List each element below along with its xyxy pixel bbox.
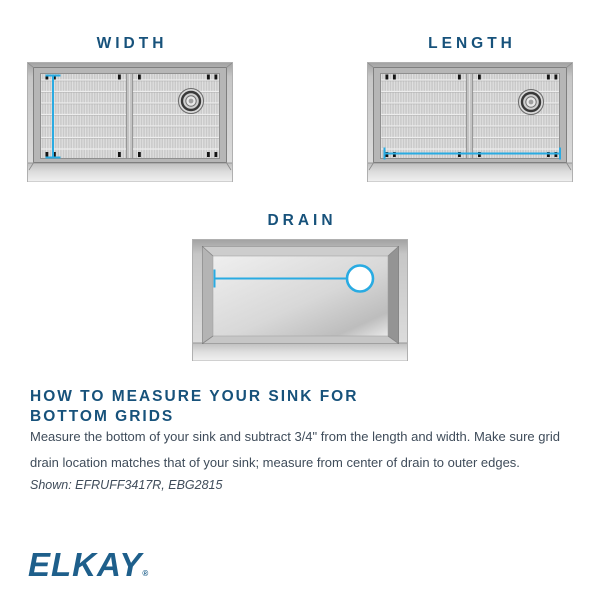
page-title	[30, 387, 358, 426]
width-label: WIDTH	[96, 35, 168, 52]
drain-icon	[179, 89, 204, 114]
elkay-logo-text: ELKAY	[28, 546, 143, 583]
sink-drain-illustration	[192, 239, 408, 361]
width-figure	[27, 34, 233, 182]
page-title-line2: BOTTOM GRIDS	[30, 407, 175, 425]
bottom-grid	[41, 74, 220, 159]
empty-bowl	[203, 247, 399, 344]
instruction-text: Measure the bottom of your sink and subtract 3/4" from the length and width. Make sure grid drain location matches that of your sink; measure from center of drain to outer edges.	[30, 429, 560, 470]
shown-models-text: Shown: EFRUFF3417R, EBG2815	[30, 478, 223, 492]
sink-width-illustration	[27, 62, 233, 182]
sink-length-illustration	[367, 62, 573, 182]
length-label: LENGTH	[428, 35, 516, 52]
drain-location-circle	[347, 266, 373, 292]
drain-icon	[519, 90, 544, 115]
drain-label: DRAIN	[267, 212, 337, 229]
drain-figure	[192, 211, 408, 361]
bottom-grid	[381, 74, 560, 159]
page-title-line1: HOW TO MEASURE YOUR SINK FOR	[30, 388, 359, 405]
elkay-logo	[28, 548, 148, 581]
length-figure	[367, 34, 573, 182]
registered-mark: ®	[142, 569, 149, 578]
